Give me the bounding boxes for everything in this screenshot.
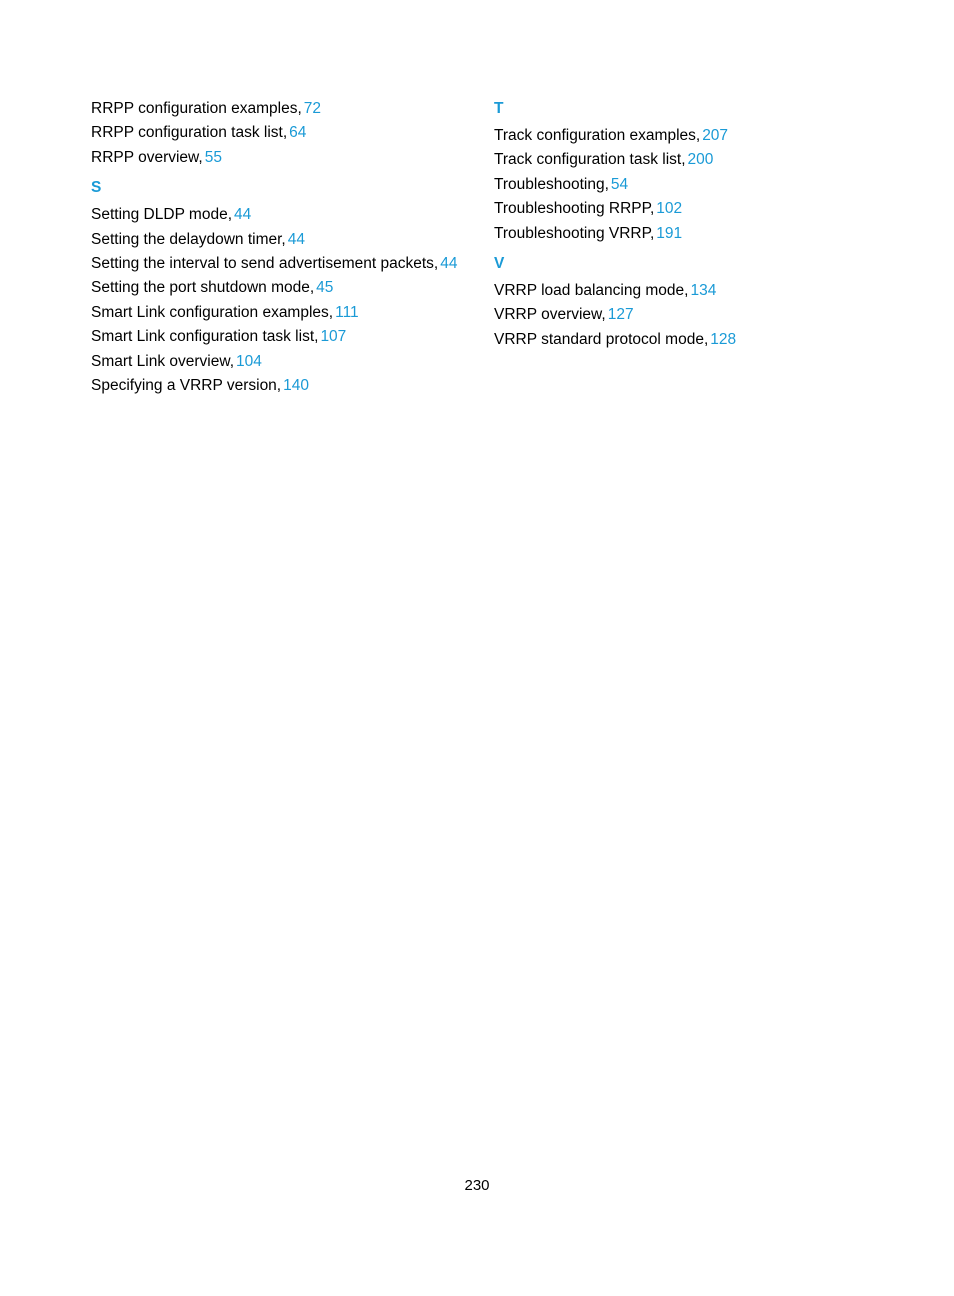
page-link[interactable]: 127 bbox=[607, 306, 634, 324]
index-term: Track configuration examples, bbox=[494, 127, 701, 144]
index-term: Smart Link configuration examples, bbox=[91, 303, 334, 321]
page-number: 230 bbox=[464, 1177, 490, 1194]
page-link[interactable]: 134 bbox=[690, 281, 717, 299]
index-term: RRPP configuration examples, bbox=[91, 100, 302, 117]
index-entry bbox=[91, 97, 471, 121]
index-entry bbox=[494, 148, 874, 172]
page-link[interactable]: 111 bbox=[335, 303, 359, 321]
index-entry bbox=[91, 252, 471, 276]
index-entry bbox=[91, 350, 471, 374]
page-link[interactable]: 44 bbox=[440, 254, 458, 272]
index-entry bbox=[91, 374, 471, 398]
index-entry bbox=[494, 222, 874, 246]
index-term: Troubleshooting RRPP, bbox=[494, 200, 655, 218]
index-column-left bbox=[91, 97, 471, 398]
page-link[interactable]: 128 bbox=[710, 330, 737, 348]
index-entry bbox=[91, 276, 471, 300]
page-link[interactable]: 207 bbox=[702, 127, 729, 144]
index-entry bbox=[91, 121, 471, 145]
index-column-right bbox=[494, 97, 874, 352]
index-term: VRRP overview, bbox=[494, 306, 606, 324]
index-term: Troubleshooting, bbox=[494, 175, 609, 193]
page-link[interactable]: 104 bbox=[236, 352, 262, 370]
index-term: Track configuration task list, bbox=[494, 151, 686, 169]
index-term: VRRP load balancing mode, bbox=[494, 281, 689, 299]
page-link[interactable]: 102 bbox=[656, 200, 683, 218]
index-entry bbox=[494, 303, 874, 327]
index-entry bbox=[91, 228, 471, 252]
section-letter-t: T bbox=[494, 100, 504, 117]
index-entry bbox=[91, 203, 471, 227]
index-entry bbox=[91, 146, 471, 170]
index-term: VRRP standard protocol mode, bbox=[494, 330, 709, 348]
index-term: RRPP configuration task list, bbox=[91, 124, 288, 142]
index-term: Troubleshooting VRRP, bbox=[494, 224, 655, 242]
index-term: Setting the port shutdown mode, bbox=[91, 279, 315, 297]
page-link[interactable]: 44 bbox=[287, 230, 305, 248]
index-entry bbox=[91, 301, 471, 325]
index-entry bbox=[91, 325, 471, 349]
index-term: Setting DLDP mode, bbox=[91, 206, 233, 224]
index-term: Specifying a VRRP version, bbox=[91, 376, 282, 394]
index-entry bbox=[494, 279, 874, 303]
section-letter-s: S bbox=[91, 179, 102, 197]
index-entry bbox=[494, 328, 874, 352]
page-link[interactable]: 191 bbox=[656, 224, 683, 242]
page-link[interactable]: 200 bbox=[687, 151, 714, 169]
page-link[interactable]: 44 bbox=[234, 206, 252, 224]
index-term: Smart Link configuration task list, bbox=[91, 328, 319, 346]
section-letter-v: V bbox=[494, 254, 505, 272]
index-term: Setting the interval to send advertisement packets, bbox=[91, 254, 439, 272]
page-link[interactable]: 45 bbox=[316, 279, 334, 297]
page-link[interactable]: 140 bbox=[283, 376, 309, 394]
page-link[interactable]: 107 bbox=[320, 328, 347, 346]
page-link[interactable]: 72 bbox=[303, 100, 322, 117]
page-link[interactable]: 55 bbox=[204, 148, 222, 166]
index-entry bbox=[494, 197, 874, 221]
index-entry bbox=[494, 124, 874, 148]
page-link[interactable]: 54 bbox=[610, 175, 629, 193]
index-term: Smart Link overview, bbox=[91, 352, 234, 370]
page-link[interactable]: 64 bbox=[289, 124, 307, 142]
index-entry bbox=[494, 173, 874, 197]
index-term: Setting the delaydown timer, bbox=[91, 230, 286, 248]
index-term: RRPP overview, bbox=[91, 148, 203, 166]
